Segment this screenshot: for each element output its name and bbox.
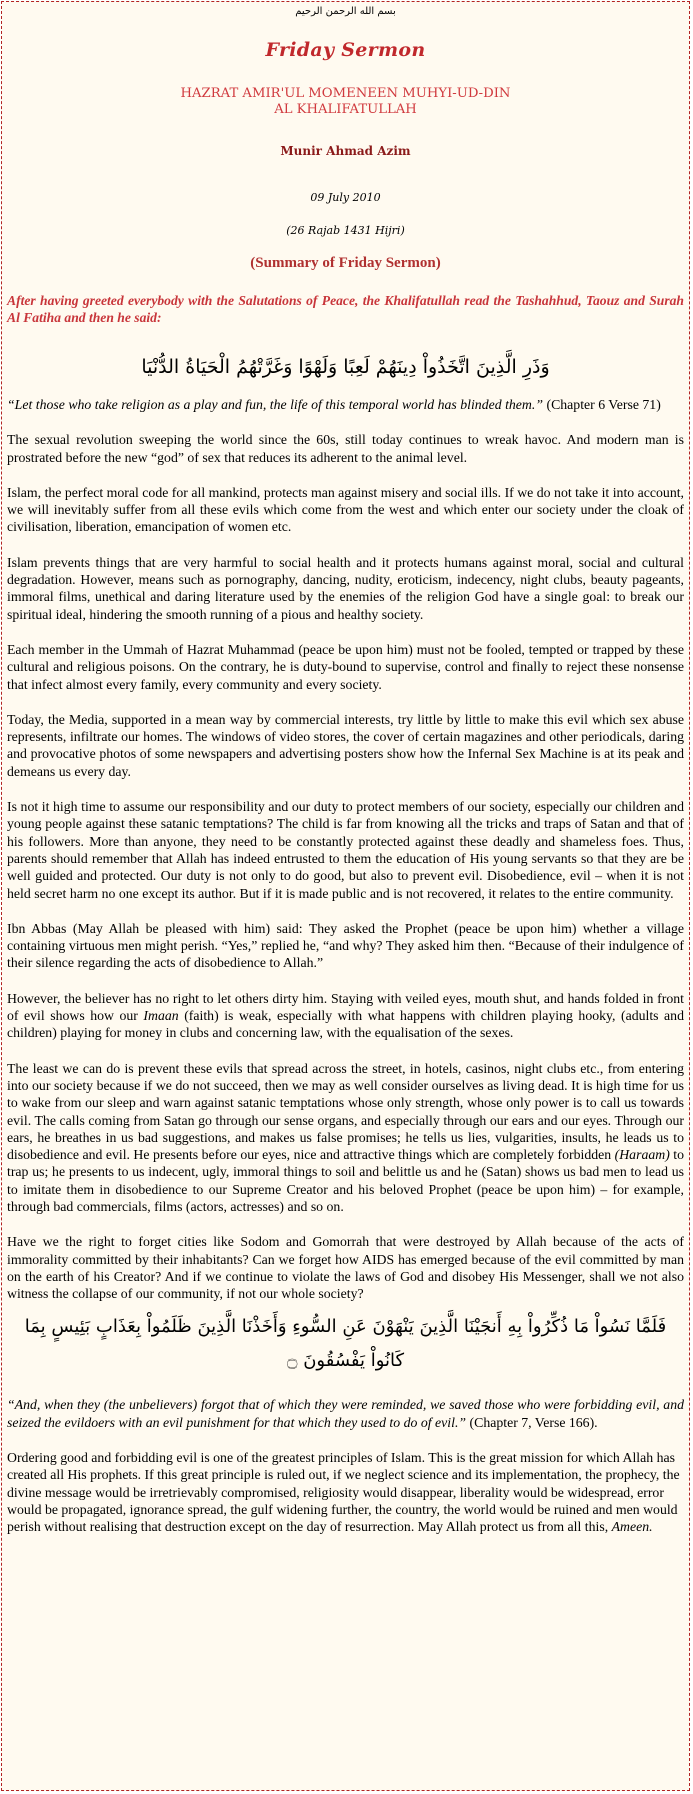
khalifatullah-title-line2: AL KHALIFATULLAH <box>274 102 417 117</box>
paragraph-islam-prevents: Islam prevents things that are very harmful to social health and it protects humans against moral, social and cultural degradation. However, means such as pornography, dancing, nudity, eroticism, indecency, night clubs, beauty pageants, immoral films, unethical and daring literature used by the enemies of the religion God have a single goal: to break our spiritual ideal, hindering the smooth running of a pious and healthy society. <box>7 554 684 622</box>
paragraph-imaan: However, the believer has no right to let others dirty him. Staying with veiled eyes, mouth shut, and hands folded in front of evil shows how our Imaan (faith) is weak, especially with what happens with children playing hooky, (adults and children) playing for money in clubs and concerning law, with the equalisation of the sexes. <box>7 990 684 1041</box>
verse-translation-1 <box>2 396 689 413</box>
ameen-term: Ameen. <box>611 1519 653 1535</box>
sermon-page <box>1 1 690 1791</box>
hijri-date: (26 Rajab 1431 Hijri) <box>286 224 405 237</box>
verse-reference-2: (Chapter 7, Verse 166). <box>466 1414 598 1430</box>
khalifatullah-title <box>2 86 689 118</box>
paragraph-ummah-member: Each member in the Ummah of Hazrat Muhammad (peace be upon him) must not be fooled, tempted or trapped by these cultural and religious poisons. On the contrary, he is duty-bound to supervise, control and finally to reject these nonsense that infect almost every family, every community and every society. <box>7 641 684 692</box>
verse-reference-1: (Chapter 6 Verse 71) <box>543 397 661 412</box>
verse-translation-2-text: “And, when they (the unbelievers) forgot that of which they were reminded, we saved those who were forbidding evil, and seized the evildoers with an evil punishment for that which they used to do of evil.” <box>7 1397 684 1430</box>
sermon-date: 09 July 2010 <box>310 191 381 204</box>
paragraph-islam-moral-code: Islam, the perfect moral code for all mankind, protects man against misery and social ills. If we do not take it into account, we will inevitably suffer from all these evils which come from the west and which enter our society under the cloak of civilisation, liberation, emancipation of women etc. <box>7 484 684 535</box>
paragraph-sexual-revolution: The sexual revolution sweeping the world since the 60s, still today continues to wreak havoc. And modern man is prostrated before the new “god” of sex that reduces its adherent to the animal level. <box>7 432 684 465</box>
intro-paragraph: After having greeted everybody with the Salutations of Peace, the Khalifatullah read the Tashahhud, Taouz and Surah Al Fatiha and then he said: <box>7 293 684 325</box>
paragraph-sodom: Have we the right to forget cities like Sodom and Gomorrah that were destroyed by Allah because of the acts of immorality committed by their inhabitants? Can we forget how AIDS has emerged because of the evil committed by man on the earth of his Creator? And if we continue to violate the laws of God and disobey His Messenger, shall we not also witness the collapse of our community, if not our whole society? <box>7 1234 684 1302</box>
imaan-term: Imaan <box>143 1008 179 1024</box>
paragraph-media: Today, the Media, supported in a mean way by commercial interests, try little by little to make this evil which sex abuse represents, infiltrate our homes. The windows of video stores, the cover of certain magazines and other periodicals, daring and provocative photos of some newspapers and advertising posters show how the Infernal Sex Machine is at its peak and demeans us every day. <box>7 711 684 779</box>
bismillah: بسم الله الرحمن الرحيم <box>295 6 396 17</box>
paragraph-ordering-good: Ordering good and forbidding evil is one of the greatest principles of Islam. This is the great mission for which Allah has created all His prophets. If this great principle is ruled out, if we neglect science and its implementation, the prophecy, the divine message would be irretrievably compromised, religiosity would disappear, liberality would be widespread, error would be propagated, ignorance spread, the gulf widening further, the country, the world would be ruined and men would perish without realising that destruction except on the day of resurrection. May Allah protect us from all this, Ameen. <box>7 1450 680 1535</box>
arabic-verse-2: فَلَمَّا نَسُواْ مَا ذُكِّرُواْ بِهِ أَنجَيْنَا الَّذِينَ يَنْهَوْنَ عَنِ السُّوءِ وَأَخَذْنَا الَّذِينَ ظَلَمُواْ بِعَذَابٍ بَئِيسٍ بِمَا كَانُواْ يَفْسُقُونَ ۝ <box>24 1316 667 1372</box>
arabic-verse-1: وَذَرِ الَّذِينَ اتَّخَذُواْ دِينَهُمْ لَعِبًا وَلَهْوًا وَغَرَّتْهُمُ الْحَيَاةُ الدُّنْيَا <box>141 356 550 378</box>
summary-label: (Summary of Friday Sermon) <box>250 255 441 271</box>
paragraph-haraam: The least we can do is prevent these evils that spread across the street, in hotels, casinos, night clubs etc., from entering into our society because if we do not succeed, then we may as well consider ourselves as living dead. It is high time for us to wake from our sleep and warn against satanic temptations whose only strength, whose only power is to call us towards evil. The calls coming from Satan go through our sense organs, and especially through our ears and our eyes. Through our ears, he breathes in us bad suggestions, and makes us false promises; he tells us lies, vulgarities, insults, he leads us to disobedience and evil. He presents before our eyes, nice and attractive things which are completely forbidden (Haraam) to trap us; he presents to us indecent, ugly, immoral things to soil and belittle us and he (Satan) shows us bad men to lead us to imitate them in disobedience to our Supreme Creator and his beloved Prophet (peace be upon him) – for example, through bad commercials, films (actors, actresses) and so on. <box>7 1060 684 1214</box>
verse-translation-2 <box>2 1396 689 1431</box>
verse-translation-1-text: “Let those who take religion as a play and fun, the life of this temporal world has blinded them.” <box>7 397 544 412</box>
paragraph-ibn-abbas: Ibn Abbas (May Allah be pleased with him) said: They asked the Prophet (peace be upon him) whether a village containing virtuous men might perish. “Yes,” replied he, “and why? They asked him then. “Because of their indulgence of their silence regarding the acts of disobedience to Allah.” <box>7 920 684 971</box>
author-name: Munir Ahmad Azim <box>280 144 411 158</box>
khalifatullah-title-line1: HAZRAT AMIR'UL MOMENEEN MUHYI-UD-DIN <box>180 86 511 101</box>
paragraph-responsibility: Is not it high time to assume our responsibility and our duty to protect members of our society, especially our children and young people against these satanic temptations? The child is far from knowing all the tricks and traps of Satan and that of his followers. More than anyone, they need to be constantly protected against these deadly and shameless foes. Thus, parents should remember that Allah has indeed entrusted to them the education of His young servants so that they are be well guided and protected. Our duty is not only to do good, but also to prevent evil. Disobedience, evil – when it is not held secret harm no one except its author. But if it is made public and is not recovered, it relates to the entire community. <box>7 799 684 901</box>
haraam-term: (Haraam) <box>614 1147 670 1163</box>
sermon-title: Friday Sermon <box>265 39 426 61</box>
